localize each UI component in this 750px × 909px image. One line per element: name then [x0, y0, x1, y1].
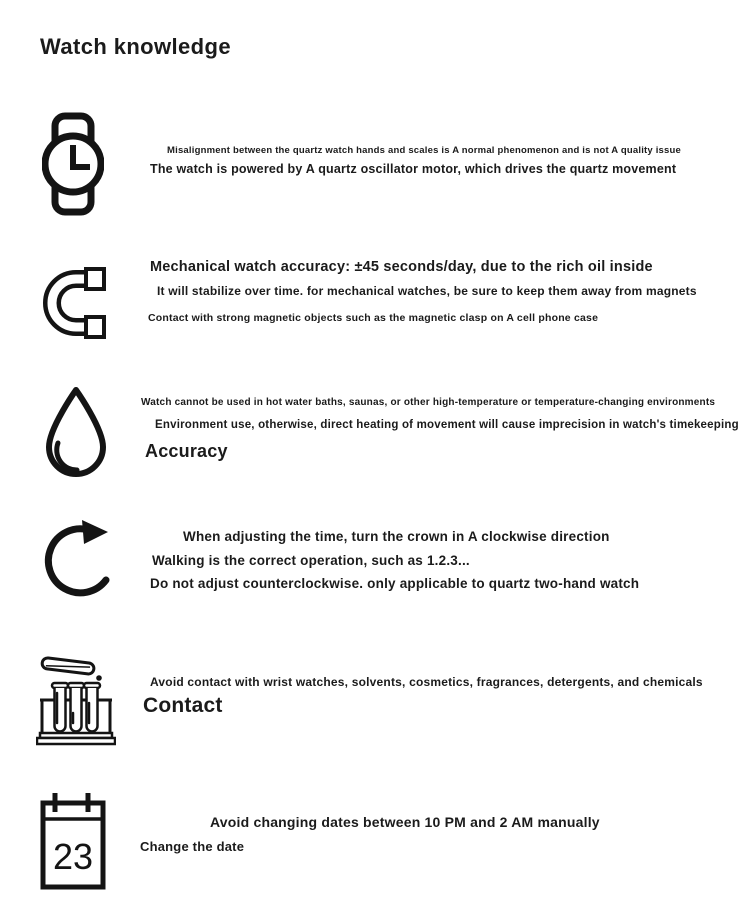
test-tube-1 [52, 683, 68, 732]
test-tube-2 [68, 683, 84, 732]
page-title: Watch knowledge [40, 34, 231, 59]
wristwatch-icon [42, 112, 104, 216]
liquid-drop [96, 675, 102, 681]
rack-base-bottom [37, 738, 115, 744]
info-line: When adjusting the time, turn the crown in A clockwise direction [183, 529, 610, 544]
section-heading: Contact [143, 694, 223, 717]
magnet-icon [42, 266, 110, 340]
test-tube-3 [84, 683, 100, 732]
info-line: Do not adjust counterclockwise. only applicable to quartz two-hand watch [150, 576, 640, 591]
info-line: Contact with strong magnetic objects such as the magnetic clasp on A cell phone case [148, 312, 599, 324]
info-line: It will stabilize over time. for mechanical watches, be sure to keep them away from magnets [157, 284, 697, 298]
info-line: Watch cannot be used in hot water baths, saunas, or other high-temperature or temperature-changing environments [141, 397, 716, 408]
drop-outline [49, 390, 103, 474]
arrow-head [82, 520, 108, 544]
info-line: Mechanical watch accuracy: ±45 seconds/day, due to the rich oil inside [150, 259, 653, 275]
calendar-icon [40, 790, 106, 895]
calendar-date-number: 23 [52, 836, 94, 877]
info-line: Change the date [140, 839, 245, 854]
info-line: Misalignment between the quartz watch hands and scales is A normal phenomenon and is not A quality issue [167, 145, 682, 156]
info-line: The watch is powered by A quartz oscillator motor, which drives the quartz movement [150, 162, 677, 176]
test-tubes-icon [36, 645, 116, 747]
pouring-tube [42, 657, 95, 674]
info-line: Avoid changing dates between 10 PM and 2 AM manually [210, 814, 600, 830]
info-line: Avoid contact with wrist watches, solvents, cosmetics, fragrances, detergents, and chemicals [150, 675, 703, 689]
water-drop-icon [40, 383, 112, 481]
clockwise-arrow-icon [42, 518, 114, 604]
magnet-pole-top [86, 269, 104, 289]
arrow-arc [48, 529, 106, 593]
info-line: Environment use, otherwise, direct heating of movement will cause imprecision in watch's timekeeping [155, 419, 739, 431]
magnet-pole-bottom [86, 317, 104, 337]
info-line: Walking is the correct operation, such as 1.2.3... [152, 553, 470, 568]
section-heading: Accuracy [145, 441, 228, 461]
